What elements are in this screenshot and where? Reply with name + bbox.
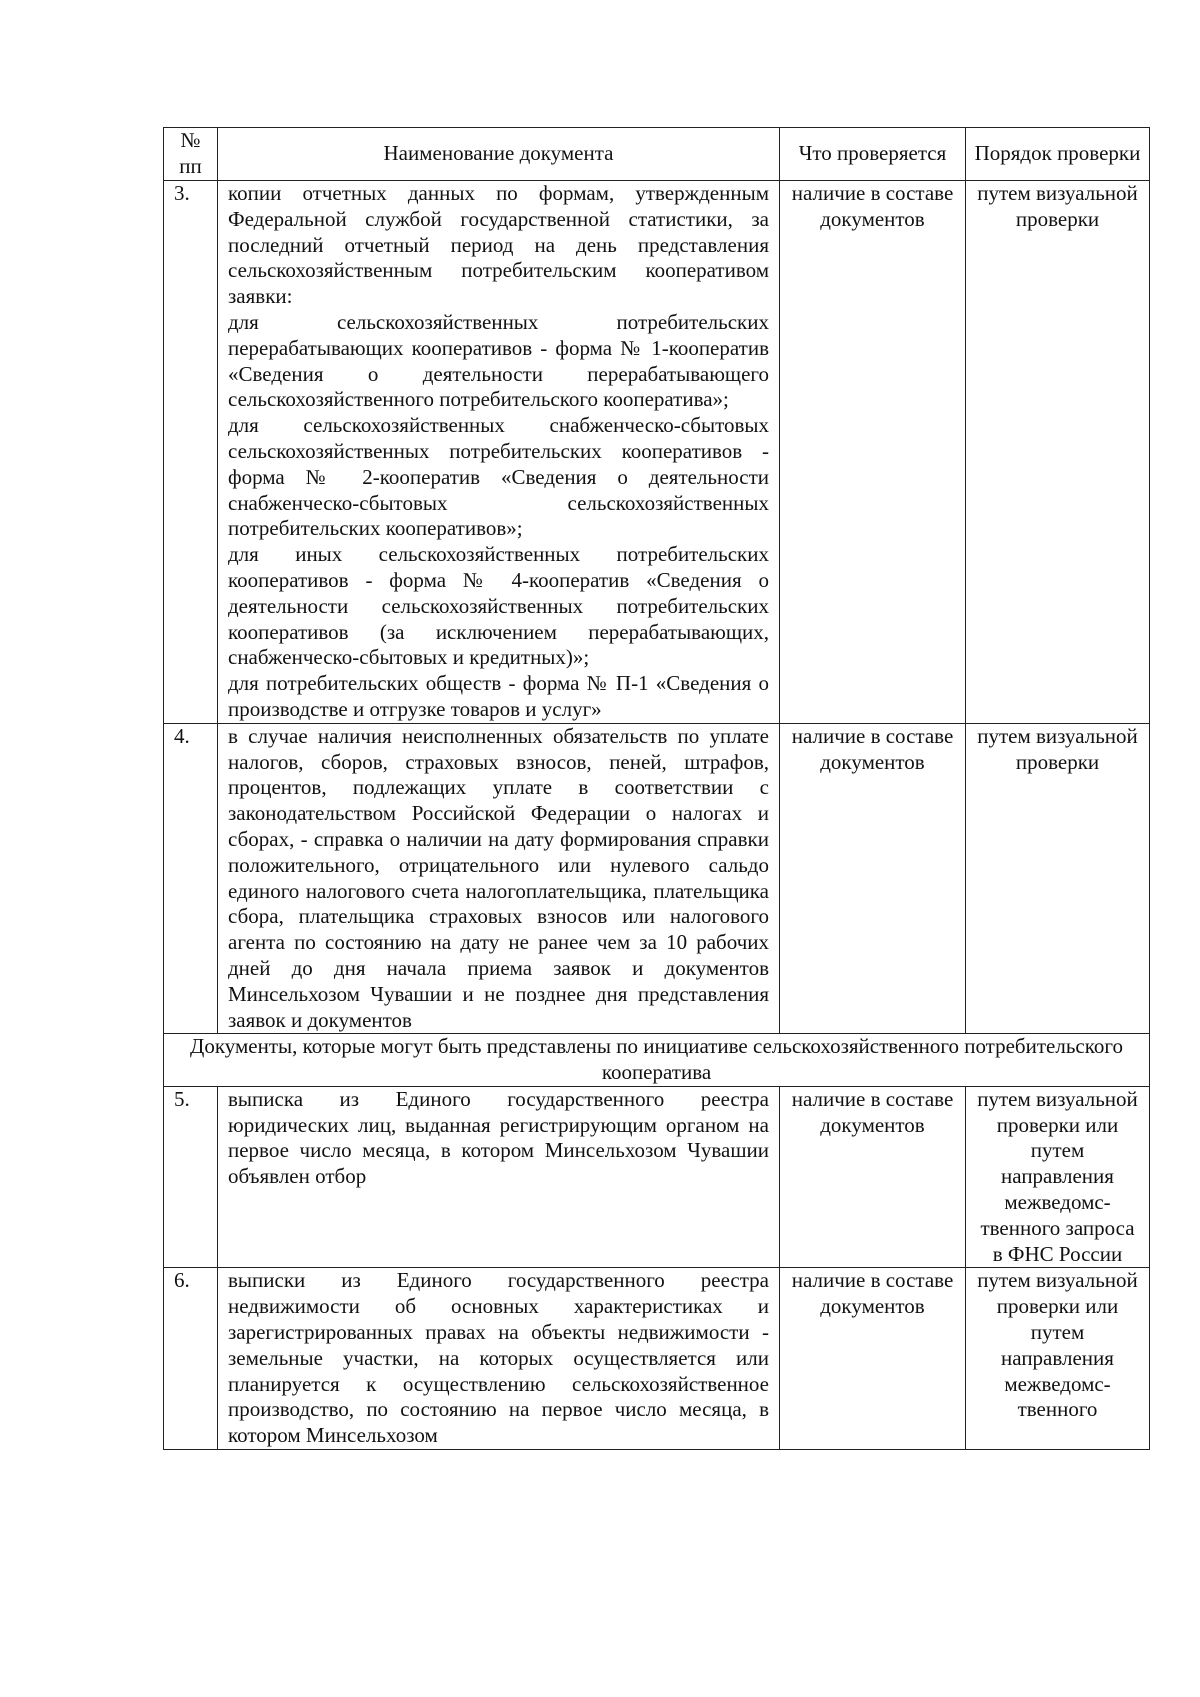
document-name-cell (218, 181, 780, 724)
row-number: 4. (164, 723, 218, 1034)
table-row (164, 1268, 1150, 1450)
section-title: Документы, которые могут быть представлены по инициативе сельскохозяйственного потребительского кооператива (164, 1034, 1150, 1087)
document-name-cell (218, 1086, 780, 1268)
document-name-cell (218, 723, 780, 1034)
header-check-order: Порядок проверки (966, 128, 1150, 181)
table-row (164, 181, 1150, 724)
table-row (164, 723, 1150, 1034)
document-paragraph: для сельскохозяйственных потребительских перерабатывающих кооперативов - форма № 1-кооператив «Сведения о деятельности перерабатывающего сельскохозяйственного потребительского кооператива»; (228, 309, 769, 412)
document-paragraph: в случае наличия неисполненных обязательств по уплате налогов, сборов, страховых взносов, пеней, штрафов, процентов, подлежащих уплате в соответствии с законодательством Российской Федерации о налогах и сборах, - справка о наличии на дату формирования справки положительного, отрицательного или нулевого сальдо единого налогового счета налогоплательщика, плательщика сбора, плательщика страховых взносов или налогового агента по состоянию на дату не ранее чем за 10 рабочих дней до дня начала приема заявок и документов Минсельхозом Чувашии и не позднее дня представления заявок и документов (228, 723, 769, 1032)
check-order-cell: путем визуальной проверки или путем направления межведомс-твенного (966, 1268, 1150, 1450)
check-order-cell: путем визуальной проверки (966, 723, 1150, 1034)
header-document-name: Наименование документа (218, 128, 780, 181)
document-name-cell (218, 1268, 780, 1450)
document-paragraph: для потребительских обществ - форма № П-1 «Сведения о производстве и отгрузке товаров и услуг» (228, 671, 769, 721)
documents-table (163, 127, 1150, 1450)
row-number: 5. (164, 1086, 218, 1268)
document-paragraph: выписка из Единого государственного реестра юридических лиц, выданная регистрирующим органом на первое число месяца, в котором Минсельхозом Чувашии объявлен отбор (228, 1086, 769, 1189)
check-order-cell: путем визуальной проверки (966, 181, 1150, 724)
row-number: 3. (164, 181, 218, 724)
what-checked-cell: наличие в составе документов (780, 1086, 966, 1268)
document-paragraph: для иных сельскохозяйственных потребительских кооперативов - форма № 4-кооператив «Сведения о деятельности сельскохозяйственных потребительских кооперативов (за исключением перерабатывающих, снабженческо-сбытовых и кредитных)»; (228, 542, 769, 670)
row-number: 6. (164, 1268, 218, 1450)
table-header-row (164, 128, 1150, 181)
what-checked-cell: наличие в составе документов (780, 723, 966, 1034)
section-row (164, 1034, 1150, 1087)
check-order-cell: путем визуальной проверки или путем направления межведомс-твенного запроса в ФНС России (966, 1086, 1150, 1268)
table-row (164, 1086, 1150, 1268)
what-checked-cell: наличие в составе документов (780, 1268, 966, 1450)
what-checked-cell: наличие в составе документов (780, 181, 966, 724)
document-paragraph: выписки из Единого государственного реестра недвижимости об основных характеристиках и зарегистрированных правах на объекты недвижимости - земельные участки, на которых осуществляется или планируется к осуществлению сельскохозяйственное производство, по состоянию на первое число месяца, в котором Минсельхозом (228, 1268, 769, 1448)
document-paragraph: копии отчетных данных по формам, утвержденным Федеральной службой государственной статистики, за последний отчетный период на день представления сельскохозяйственным потребительским кооперативом заявки: (228, 181, 769, 309)
header-what-checked: Что проверяется (780, 128, 966, 181)
document-paragraph: для сельскохозяйственных снабженческо-сбытовых сельскохозяйственных потребительских кооперативов - форма № 2-кооператив «Сведения о деятельности снабженческо-сбытовых сельскохозяйственных потребительских кооперативов»; (228, 413, 769, 541)
header-number: № пп (164, 128, 218, 181)
